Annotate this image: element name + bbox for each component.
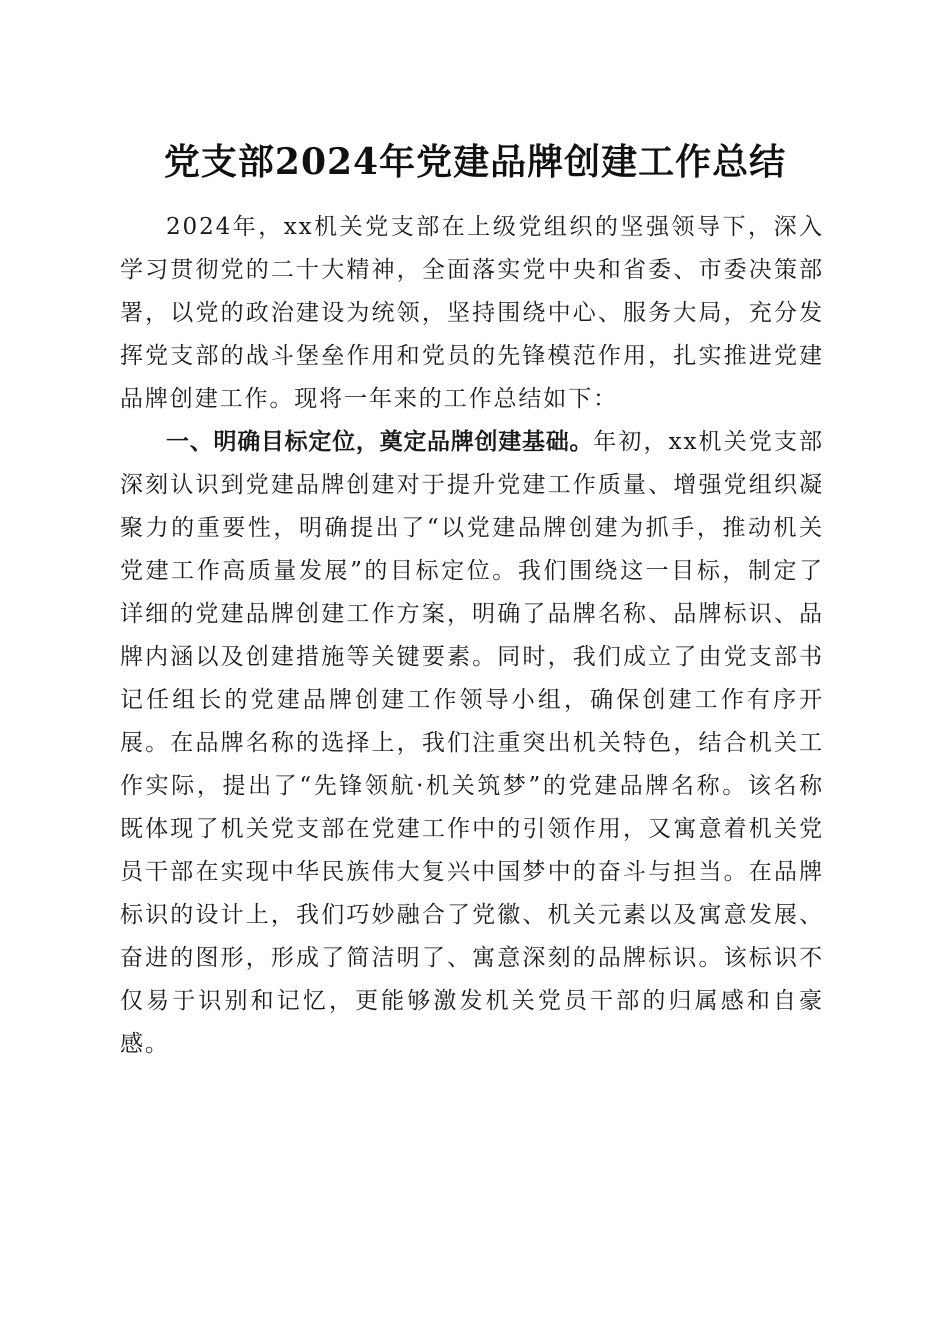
section-one-text: 年初，xx机关党支部深刻认识到党建品牌创建对于提升党建工作质量、增强党组织凝聚力的重要性，明确提出了“以党建品牌创建为抓手，推动机关党建工作高质量发展”的目标定位。我们围绕这一目标，制定了详细的党建品牌创建工作方案，明确了品牌名称、品牌标识、品牌内涵以及创建措施等关键要素。同时，我们成立了由党支部书记任组长的党建品牌创建工作领导小组，确保创建工作有序开展。在品牌名称的选择上，我们注重突出机关特色，结合机关工作实际，提出了“先锋领航·机关筑梦”的党建品牌名称。该名称既体现了机关党支部在党建工作中的引领作用，又寓意着机关党员干部在实现中华民族伟大复兴中国梦中的奋斗与担当。在品牌标识的设计上，我们巧妙融合了党徽、机关元素以及寓意发展、奋进的图形，形成了简洁明了、寓意深刻的品牌标识。该标识不仅易于识别和记忆，更能够激发机关党员干部的归属感和自豪感。 — [120, 429, 824, 1057]
document-title: 党支部2024年党建品牌创建工作总结 — [163, 141, 787, 183]
intro-paragraph-text: 2024年，xx机关党支部在上级党组织的坚强领导下，深入学习贯彻党的二十大精神，全面落实党中央和省委、市委决策部署，以党的政治建设为统领，坚持围绕中心、服务大局，充分发挥党支部的战斗堡垒作用和党员的先锋模范作用，扎实推进党建品牌创建工作。现将一年来的工作总结如下： — [120, 214, 824, 412]
section-one-paragraph — [120, 421, 824, 1066]
document-body — [120, 206, 824, 1066]
intro-paragraph — [120, 206, 824, 421]
section-one-heading: 一、明确目标定位，奠定品牌创建基础。 — [166, 429, 594, 455]
